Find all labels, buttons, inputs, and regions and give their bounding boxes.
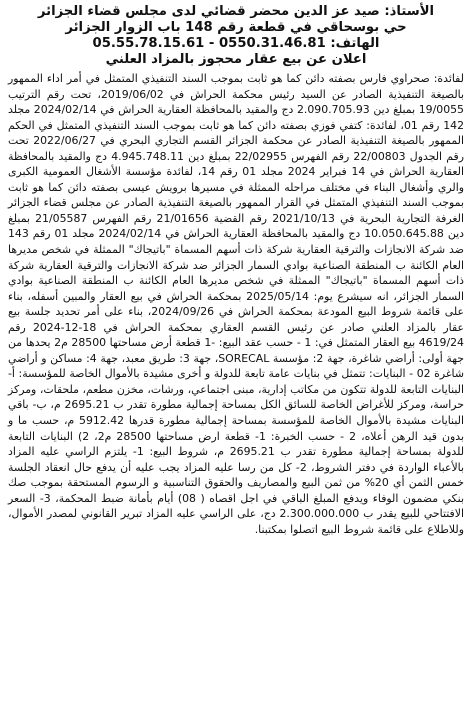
phone-line: الهاتف: 0550.31.46.81 - 05.55.78.15.61: [92, 36, 380, 51]
bailiff-name-line: الأستاذ: صيد عز الدين محضر قضائي لدى مجلس قضاء الجزائر: [37, 4, 435, 19]
notice-title: اعلان عن بيع عقار محجوز بالمزاد العلني: [105, 52, 367, 67]
notice-header: [8, 4, 464, 68]
notice-body-paragraph: لفائدة: صحراوي فارس بصفته دائن كما هو ثابت بموجب السند التنفيذي المتمثل في أمر اداء الممهور بالصيغة التنفيذية الصادر عن السيد رئيس محكمة الحراش في 2019/06/02، تحت رقم الترتيب 19/0055 بمبلغ دين 2.090.705.93 دج والمقيد بالمحافظة العقارية الحراش في 2024/02/14 مجلد 142 رقم 01، لفائدة: كتفي فوزي بصفته دائن كما هو ثابت بموجب السند التنفيذي المتمثل في الحكم الممهور بالصيغة التنفيذية الصادر عن محكمة الجزائر القسم التجاري البحري في 2022/06/27 تحت رقم الجدول 22/00803 رقم الفهرس 22/02955 بمبلغ دين 4.945.748.11 دج والمقيد بالمحافظة العقارية الحراش في 14 فبراير 2024 مجلد 01 رقم 14، لفائدة مؤسسة الأشغال العمومية الكبرى والري وأشغال البناء في مختلف مراحله الممثلة في مسيرها برويش عيسى بصفته دائن كما هو ثابت بموجب السند التنفيذي المتمثل في القرار الممهور بالصيغة التنفيذية الصادر عن مجلس قضاء الجزائر الغرفة التجارية البحرية في 2021/10/13 رقم القضية 21/01656 رقم الفهرس 21/05587 بمبلغ دين 10.050.645.88 دج والمقيد بالمحافظة العقارية الحراش في 2024/02/14 مجلد 01 رقم 143 ضد شركة الانجازات والترقية العقارية شركة ذات أسهم المسماة "باتيجاك" الممثلة في شخص مديرها العام الكائنة ب المنطقة الصناعية بوادي السمار الجزائر ضد شركة الانجازات والترقية العقارية شركة ذات أسهم المسماة "باتيجاك" الممثلة في شخص مديرها العام الكائنة ب المنطقة الصناعية بوادي السمار الجزائر، انه سيشرع يوم: 2025/05/14 بمحكمة الحراش في بيع العقار والمبين أسفله، بناء على قائمة شروط البيع المودعة بمحكمة الحراش في 2024/09/26، بناء على أمر تحديد جلسة بيع عقار بالمزاد العلني صادر عن رئيس القسم العقاري بمحكمة الحراش في 18-12-2024 رقم 4619/24 بيع العقار المتمثل في: 1 - حسب عقد البيع: -1 قطعة أرض مساحتها 28500 م2 يحدها من جهة أولى: أراضي شاغرة، جهة 2: مؤسسة SORECAL، جهة 3: طريق معبد، جهة 4: مساكن و أراضي شاغرة 02 - البنايات: تتمثل في بنايات عامة تابعة للدولة و أخرى مشيدة بالأموال الخاصة للمؤسسة: أ- البنايات التابعة للدولة تتكون من مكاتب إدارية، مبنى اجتماعي، ورشات، مخزن مطعم، ملحقات، ومركز حراسة، ومركز للأغراض الخاصة للسائق الكل بمساحة إجمالية مطورة تقدر ب 2695.21 م، ب- باقي البنايات مشيدة بالأموال الخاصة للمؤسسة بمساحة إجمالية مطورة قدرها 5912.42 م، حسب ما و بدون قيد الرهن أعلاه، 2 - حسب الخبرة: 1- قطعة ارض مساحتها 28500 م2، 2) البنايات التابعة للدولة بمساحة إجمالية مطورة تقدر ب 2695.21 م، شروط البيع: 1- يلتزم الراسي عليه المزاد بالأعباء الواردة في دفتر الشروط، 2- كل من رسا عليه المزاد يجب عليه أن يدفع حال انعقاد الجلسة خمس الثمن أي 20% من ثمن البيع والمصاريف والحقوق التناسبية و الرسوم المستحقة بموجب صك بنكي مضمون الوفاء ويدفع المبلغ الباقي في اجل اقصاه ( 08) أيام بأمانة ضبط المحكمة، 3- السعر الافتتاحي للبيع يقدر ب 2.300.000.000 دج، على الراسي عليه المزاد تبرير القانوني لمصدر الأموال، وللاطلاع على قائمة شروط البيع اتصلوا بمكتبنا.: [8, 72, 465, 536]
notice-body: [8, 71, 464, 537]
office-address-line: حي بوسحاقي في قطعة رقم 148 باب الزوار الجزائر: [65, 20, 407, 35]
